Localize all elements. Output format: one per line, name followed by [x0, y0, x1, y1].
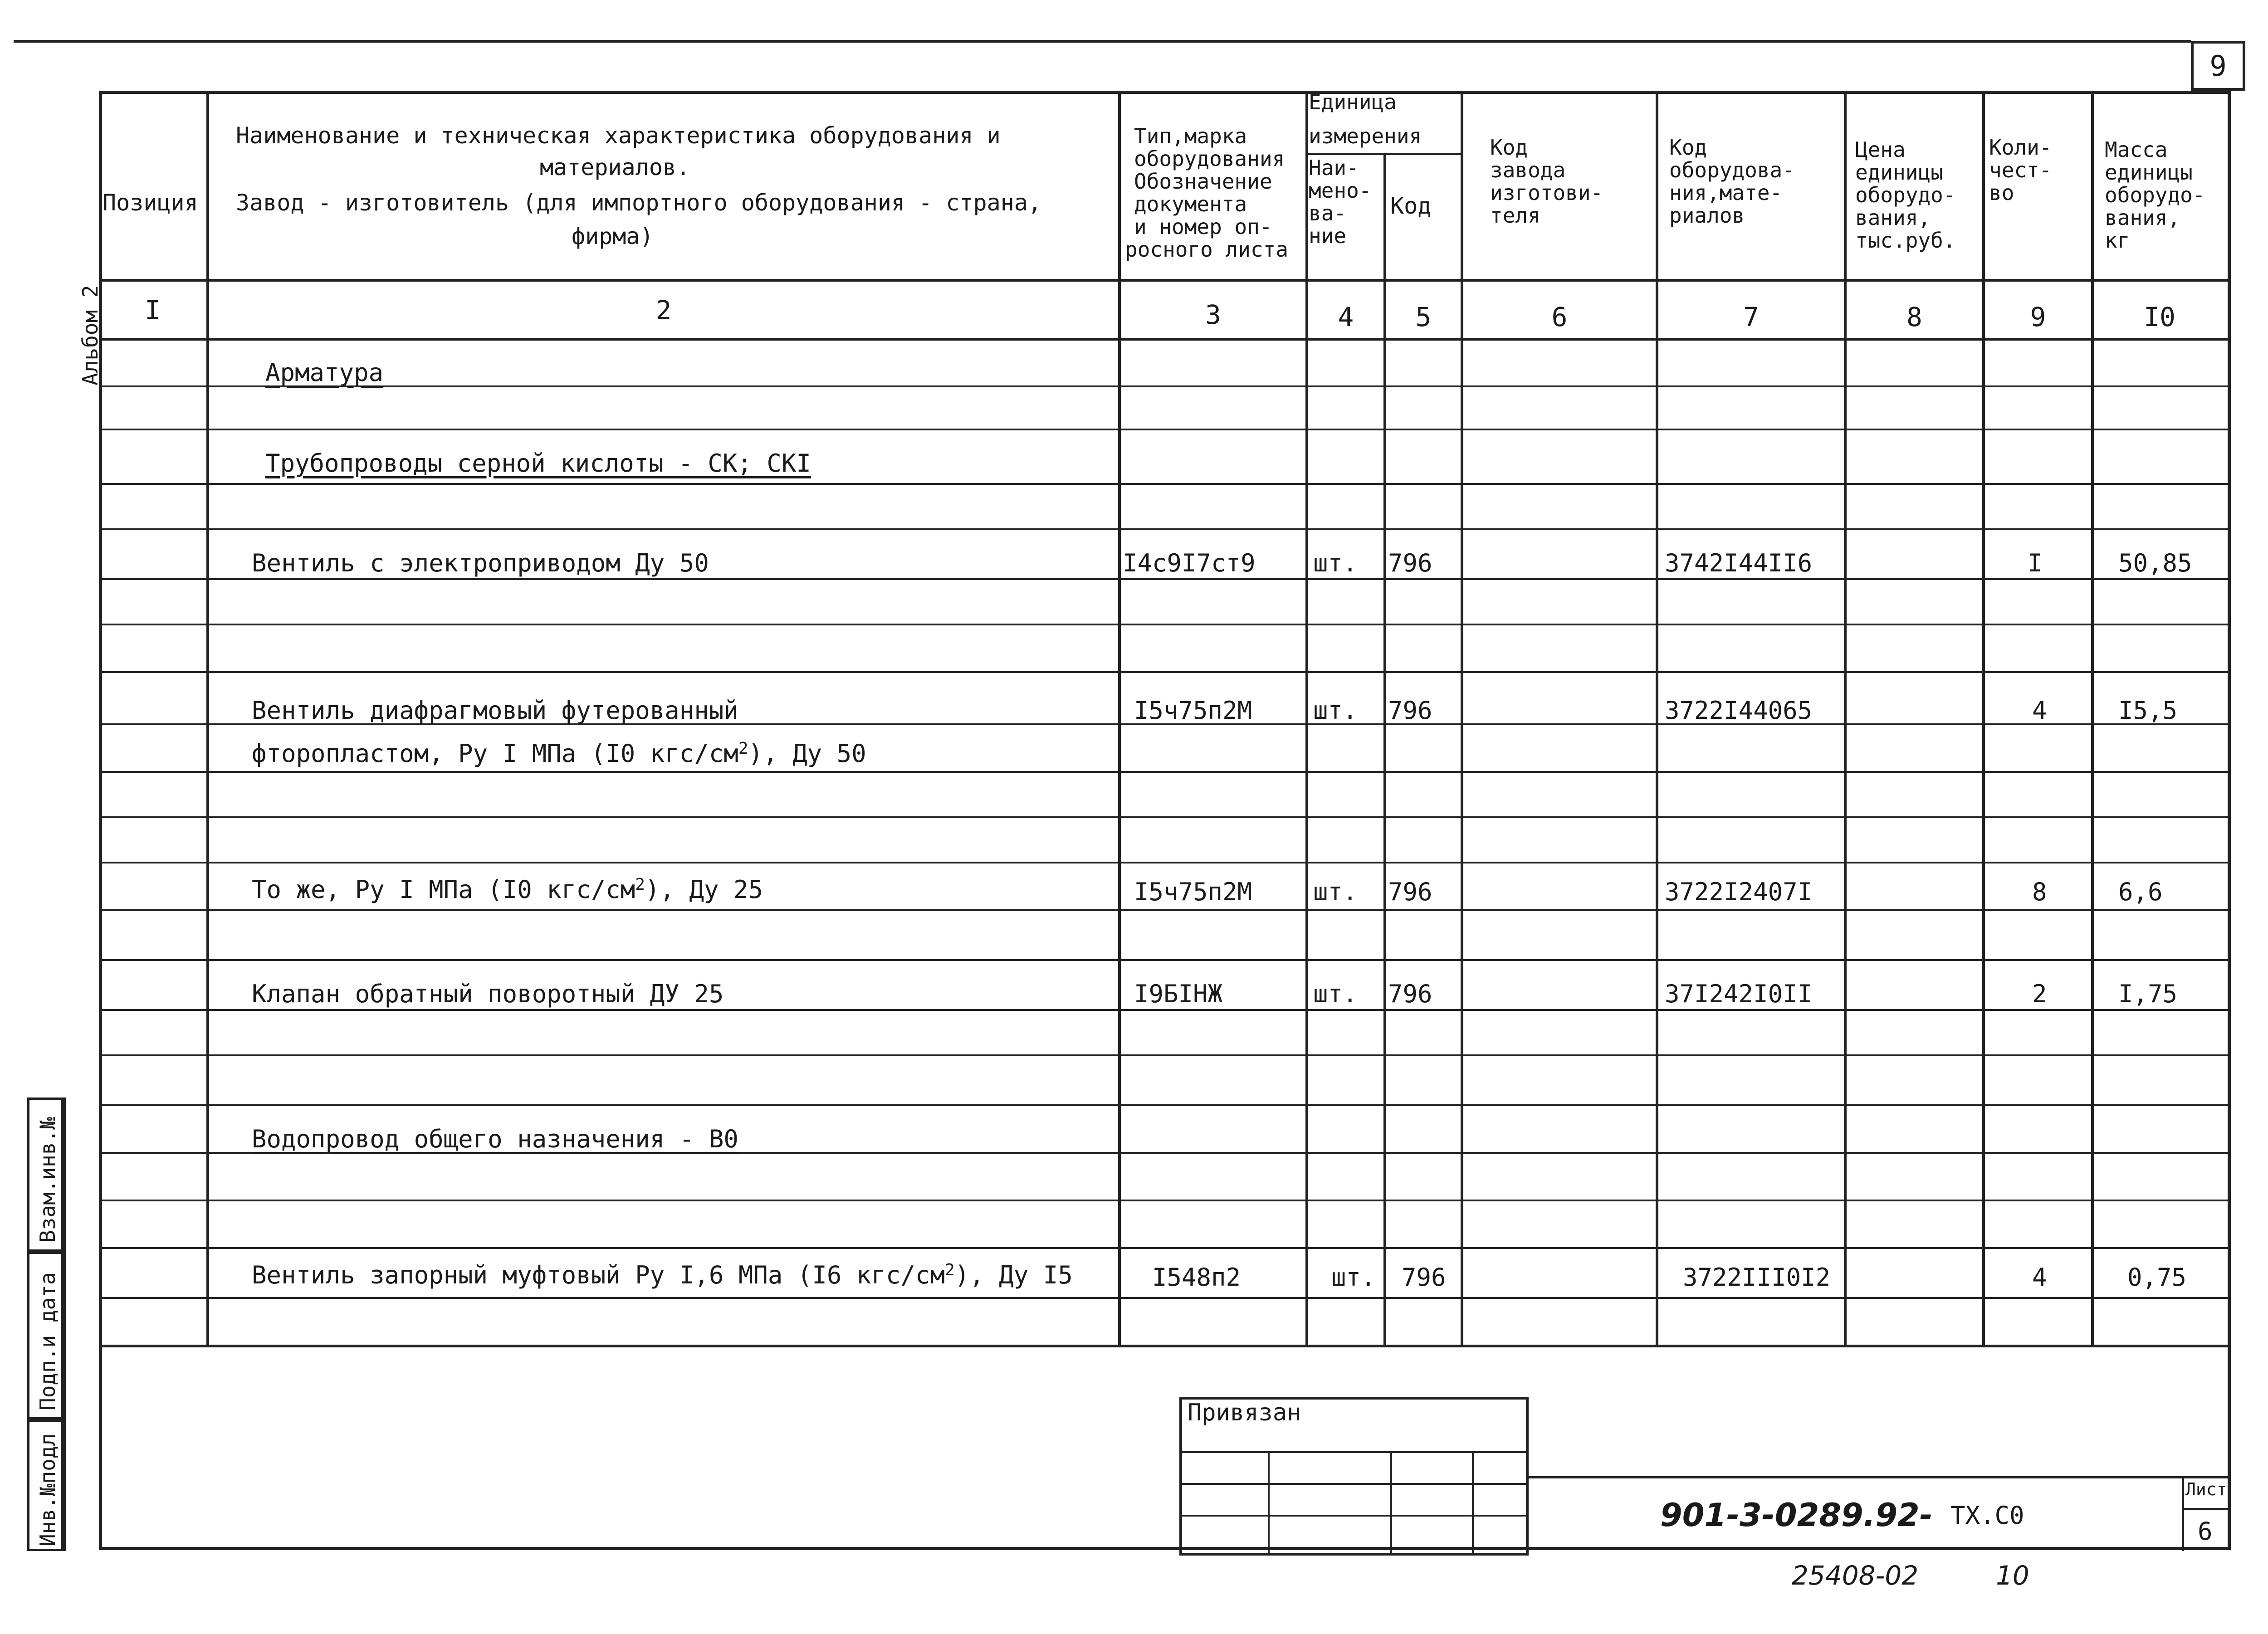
column-number: 8 — [1906, 302, 1922, 332]
column-number: I — [145, 295, 161, 326]
header-mass-line1: Масса — [2105, 137, 2168, 162]
unit-subheader-line — [1305, 153, 1461, 155]
column-number: 3 — [1205, 299, 1221, 330]
row-name-line2: фторопластом, Ру I МПа (I0 кгс/$см^2$), Ду 50 — [252, 739, 866, 768]
column-number: 9 — [2030, 302, 2046, 332]
sheet-cell-mid — [2182, 1508, 2231, 1510]
row-line — [99, 624, 2231, 625]
row-qty: 4 — [2032, 1263, 2047, 1292]
stamp-col — [1390, 1451, 1392, 1556]
header-mass-line5: кг — [2105, 228, 2130, 253]
header-mass-line2: единицы — [2105, 160, 2193, 185]
header-name-line1: Наименование и техническая характеристика оборудования и — [236, 122, 1001, 149]
header-price-line3: оборудо- — [1855, 183, 1956, 207]
header-mass-line4: вания, — [2105, 205, 2180, 230]
row-code: 796 — [1402, 1263, 1446, 1292]
header-qty-line3: во — [1989, 180, 2014, 205]
sheet-label: Лист — [2185, 1479, 2227, 1499]
sheet-number-box — [2191, 41, 2245, 91]
column-number: 7 — [1743, 302, 1759, 332]
top-rule — [14, 40, 2191, 43]
row-type: I5ч75п2М — [1134, 878, 1252, 906]
row-line — [99, 862, 2231, 863]
side-label-sign: Подп.и дата — [35, 1272, 60, 1410]
row-line — [99, 528, 2231, 530]
row-mass: 50,85 — [2118, 549, 2192, 577]
row-type: I548п2 — [1152, 1263, 1241, 1292]
column-number: 4 — [1338, 302, 1354, 332]
document-suffix: ТХ.С0 — [1950, 1501, 2024, 1530]
row-name: Вентиль с электроприводом Ду 50 — [252, 549, 709, 577]
stamp-line — [1179, 1515, 1529, 1517]
row-qty: 8 — [2032, 878, 2047, 906]
header-price-line2: единицы — [1855, 160, 1943, 185]
header-type-line2: оборудования — [1134, 146, 1285, 171]
row-equip-code: 3722III0I2 — [1683, 1263, 1831, 1292]
sheet-cell-line — [2182, 1476, 2184, 1551]
header-qty-line2: чест- — [1989, 158, 2052, 182]
header-equip-line1: Код — [1669, 135, 1707, 160]
row-code: 796 — [1388, 696, 1432, 725]
row-type: I4с9I7ст9 — [1123, 549, 1256, 577]
row-unit: шт. — [1313, 878, 1358, 906]
row-line — [99, 959, 2231, 961]
docnum-top-line — [1529, 1476, 2231, 1478]
header-type-line5: и номер оп- — [1134, 215, 1272, 239]
side-label-inv: Инв.№подл — [35, 1433, 60, 1546]
header-name-line4: фирма) — [572, 223, 654, 249]
row-name: Вентиль диафрагмовый футерованный — [252, 696, 738, 725]
album-label: Альбом 2 — [78, 285, 103, 385]
header-name-line2: материалов. — [540, 154, 690, 180]
header-unit-code: Код — [1390, 193, 1432, 219]
header-unit-name4: ние — [1309, 224, 1347, 248]
row-unit: шт. — [1313, 696, 1358, 725]
column-number: 6 — [1551, 302, 1568, 332]
section-water-supply: Водопровод общего назначения - В0 — [252, 1125, 738, 1153]
header-price-line5: тыс.руб. — [1855, 228, 1956, 253]
row-equip-code: 3722I2407I — [1665, 878, 1813, 906]
row-type: I9БIНЖ — [1134, 980, 1223, 1008]
stamp-line — [1179, 1451, 1529, 1453]
document-number: 901-3-0289.92- — [1660, 1497, 1933, 1534]
row-name: Вентиль запорный муфтовый Ру I,6 МПа (I6 кгс/$см^2$), Ду I5 — [252, 1261, 1073, 1289]
row-mass: I5,5 — [2118, 696, 2178, 725]
header-unit-name2: мено- — [1309, 178, 1372, 203]
row-line — [99, 771, 2231, 773]
stamp-label: Привязан — [1188, 1399, 1301, 1426]
row-line — [99, 671, 2231, 673]
row-qty: 4 — [2032, 696, 2047, 725]
column-number: 5 — [1415, 302, 1432, 332]
header-unit-line2: измерения — [1309, 124, 1422, 148]
row-mass: 6,6 — [2118, 878, 2163, 906]
header-equip-line2: оборудова- — [1669, 158, 1795, 182]
section-sulfuric-acid: Трубопроводы серной кислоты - СК; СКI — [265, 449, 811, 478]
header-plant-line2: завода — [1490, 158, 1566, 182]
row-equip-code: 3742I44II6 — [1665, 549, 1813, 577]
sheet-value: 6 — [2198, 1517, 2213, 1546]
colnum-bottom-line — [99, 338, 2231, 341]
header-qty-line1: Коли- — [1989, 135, 2052, 160]
row-line — [99, 385, 2231, 387]
header-type-line3: Обозначение — [1134, 169, 1272, 194]
header-price-line4: вания, — [1855, 205, 1931, 230]
row-qty: 2 — [2032, 980, 2047, 1008]
header-position: Позиция — [103, 190, 198, 216]
header-type-line1: Тип,марка — [1134, 124, 1247, 148]
header-plant-line4: теля — [1490, 203, 1540, 228]
table-bottom-line — [99, 1345, 2231, 1347]
footer-code: 25408-02 — [1792, 1560, 1919, 1591]
column-number: I0 — [2144, 302, 2175, 332]
header-plant-line1: Код — [1490, 135, 1528, 160]
row-name: Клапан обратный поворотный ДУ 25 — [252, 980, 724, 1008]
stamp-col — [1472, 1451, 1474, 1556]
row-qty: I — [2028, 549, 2043, 577]
side-label-replace: Взам.инв.№ — [35, 1117, 60, 1243]
row-line — [99, 816, 2231, 818]
row-equip-code: 37I242I0II — [1665, 980, 1813, 1008]
sheet-number: 9 — [2209, 49, 2227, 83]
footer-number: 10 — [1996, 1560, 2029, 1591]
row-line — [99, 1054, 2231, 1056]
row-mass: 0,75 — [2127, 1263, 2187, 1292]
row-name: То же, Ру I МПа (I0 кгс/$см^2$), Ду 25 — [252, 875, 763, 904]
header-unit-line1: Единица — [1309, 90, 1397, 114]
header-type-line4: документа — [1134, 192, 1247, 216]
row-line — [99, 1104, 2231, 1106]
header-equip-line3: ния,мате- — [1669, 180, 1783, 205]
header-name-line3: Завод - изготовитель (для импортного оборудования - страна, — [236, 190, 1042, 216]
row-line — [99, 578, 2231, 580]
header-type-line6: росного листа — [1125, 237, 1289, 262]
header-unit-name1: Наи- — [1309, 156, 1359, 180]
header-mass-line3: оборудо- — [2105, 183, 2205, 207]
row-line — [99, 909, 2231, 911]
row-line — [99, 1247, 2231, 1249]
stamp-line — [1179, 1483, 1529, 1485]
sidebar-connector — [64, 1097, 66, 1551]
header-bottom-line — [99, 279, 2231, 282]
stamp-col — [1268, 1451, 1270, 1556]
column-number: 2 — [655, 295, 672, 326]
row-unit: шт. — [1313, 980, 1358, 1008]
row-equip-code: 3722I44065 — [1665, 696, 1813, 725]
header-price-line1: Цена — [1855, 137, 1906, 162]
row-code: 796 — [1388, 549, 1432, 577]
col-line-4 — [1383, 154, 1386, 1347]
header-equip-line4: риалов — [1669, 203, 1745, 228]
row-line — [99, 429, 2231, 430]
row-line — [99, 1200, 2231, 1201]
row-line — [99, 1009, 2231, 1011]
row-code: 796 — [1388, 878, 1432, 906]
row-unit: шт. — [1331, 1263, 1376, 1292]
row-unit: шт. — [1313, 549, 1358, 577]
row-line — [99, 1297, 2231, 1299]
header-plant-line3: изготови- — [1490, 180, 1603, 205]
row-type: I5ч75п2М — [1134, 696, 1252, 725]
row-code: 796 — [1388, 980, 1432, 1008]
section-armatura: Арматура — [265, 358, 384, 387]
header-unit-name3: ва- — [1309, 201, 1347, 225]
row-mass: I,75 — [2118, 980, 2178, 1008]
row-line — [99, 483, 2231, 485]
